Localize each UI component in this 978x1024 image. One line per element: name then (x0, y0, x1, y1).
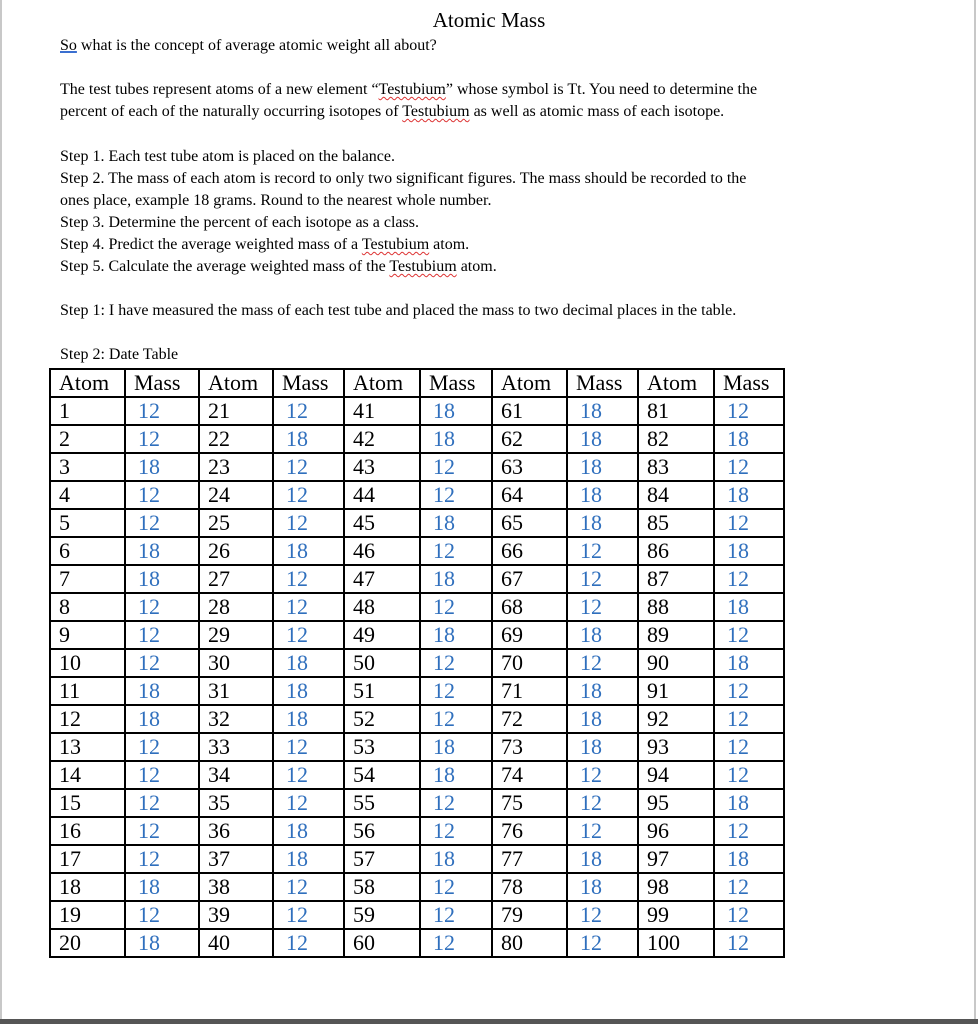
atom-number-cell: 74 (492, 761, 567, 789)
table-row (50, 873, 784, 901)
atom-number-cell: 27 (199, 565, 273, 593)
table-body (50, 397, 784, 957)
atom-number-cell: 79 (492, 901, 567, 929)
mass-value-cell: 18 (714, 537, 784, 565)
mass-value-cell: 12 (125, 649, 199, 677)
table-row (50, 929, 784, 957)
atom-number-cell: 26 (199, 537, 273, 565)
atom-number-cell: 17 (50, 845, 125, 873)
table-row (50, 397, 784, 425)
atom-number-cell: 60 (344, 929, 420, 957)
mass-value-cell: 12 (567, 901, 638, 929)
mass-value-cell: 12 (420, 649, 492, 677)
atom-number-cell: 44 (344, 481, 420, 509)
atom-number-cell: 98 (638, 873, 714, 901)
mass-value-cell: 12 (273, 761, 344, 789)
mass-value-cell: 18 (714, 845, 784, 873)
table-row (50, 593, 784, 621)
mass-value-cell: 12 (125, 817, 199, 845)
table-row (50, 677, 784, 705)
mass-value-cell: 18 (273, 425, 344, 453)
atom-number-cell: 20 (50, 929, 125, 957)
mass-value-cell: 18 (567, 397, 638, 425)
atom-number-cell: 72 (492, 705, 567, 733)
step-text: Step 5. Calculate the average weighted mass of the (60, 258, 390, 275)
atom-number-cell: 9 (50, 621, 125, 649)
atom-number-cell: 57 (344, 845, 420, 873)
column-header-atom: Atom (492, 369, 567, 397)
mass-value-cell: 18 (420, 761, 492, 789)
atom-number-cell: 64 (492, 481, 567, 509)
mass-value-cell: 12 (567, 789, 638, 817)
mass-value-cell: 18 (567, 677, 638, 705)
mass-value-cell: 12 (125, 761, 199, 789)
atom-number-cell: 90 (638, 649, 714, 677)
atom-number-cell: 82 (638, 425, 714, 453)
step-5-line (60, 256, 497, 278)
atom-number-cell: 66 (492, 537, 567, 565)
atom-number-cell: 41 (344, 397, 420, 425)
spellcheck-word: Testubium (361, 236, 430, 253)
step-text: atom. (456, 258, 497, 275)
mass-value-cell: 12 (420, 873, 492, 901)
mass-value-cell: 12 (125, 509, 199, 537)
atom-number-cell: 91 (638, 677, 714, 705)
table-caption: Step 2: Date Table (60, 346, 179, 363)
atom-number-cell: 78 (492, 873, 567, 901)
mass-value-cell: 12 (273, 873, 344, 901)
mass-value-cell: 18 (125, 705, 199, 733)
mass-value-cell: 12 (567, 593, 638, 621)
atom-number-cell: 99 (638, 901, 714, 929)
mass-value-cell: 12 (567, 929, 638, 957)
mass-value-cell: 18 (273, 649, 344, 677)
mass-value-cell: 18 (420, 845, 492, 873)
mass-value-cell: 12 (125, 481, 199, 509)
atom-number-cell: 73 (492, 733, 567, 761)
mass-value-cell: 12 (125, 425, 199, 453)
mass-value-cell: 18 (125, 453, 199, 481)
atom-number-cell: 28 (199, 593, 273, 621)
mass-value-cell: 12 (420, 453, 492, 481)
mass-value-cell: 12 (567, 537, 638, 565)
mass-value-cell: 18 (273, 537, 344, 565)
mass-value-cell: 18 (420, 425, 492, 453)
column-header-mass: Mass (420, 369, 492, 397)
atom-number-cell: 93 (638, 733, 714, 761)
mass-value-cell: 12 (567, 649, 638, 677)
mass-value-cell: 18 (567, 733, 638, 761)
question-text: what is the concept of average atomic weight all about? (76, 37, 437, 54)
step-4-line (60, 234, 469, 256)
atom-number-cell: 18 (50, 873, 125, 901)
mass-value-cell: 18 (567, 621, 638, 649)
mass-value-cell: 12 (125, 397, 199, 425)
atom-number-cell: 4 (50, 481, 125, 509)
atom-number-cell: 13 (50, 733, 125, 761)
mass-value-cell: 18 (567, 481, 638, 509)
atom-number-cell: 94 (638, 761, 714, 789)
mass-value-cell: 12 (420, 817, 492, 845)
atom-number-cell: 55 (344, 789, 420, 817)
mass-value-cell: 12 (273, 509, 344, 537)
mass-value-cell: 12 (125, 593, 199, 621)
atom-number-cell: 25 (199, 509, 273, 537)
atom-number-cell: 88 (638, 593, 714, 621)
mass-value-cell: 12 (714, 677, 784, 705)
atom-number-cell: 61 (492, 397, 567, 425)
mass-value-cell: 12 (273, 481, 344, 509)
mass-value-cell: 18 (125, 929, 199, 957)
mass-value-cell: 18 (420, 733, 492, 761)
atom-number-cell: 40 (199, 929, 273, 957)
mass-value-cell: 12 (714, 565, 784, 593)
atom-number-cell: 67 (492, 565, 567, 593)
atom-number-cell: 11 (50, 677, 125, 705)
column-header-atom: Atom (344, 369, 420, 397)
step-line: ones place, example 18 grams. Round to the nearest whole number. (60, 192, 492, 209)
atom-number-cell: 32 (199, 705, 273, 733)
atom-number-cell: 76 (492, 817, 567, 845)
atom-number-cell: 75 (492, 789, 567, 817)
mass-value-cell: 12 (420, 789, 492, 817)
atom-number-cell: 8 (50, 593, 125, 621)
step-text: Step 4. Predict the average weighted mass of a (60, 236, 362, 253)
mass-value-cell: 18 (714, 481, 784, 509)
atom-number-cell: 62 (492, 425, 567, 453)
mass-value-cell: 12 (125, 621, 199, 649)
atom-number-cell: 34 (199, 761, 273, 789)
mass-value-cell: 12 (714, 901, 784, 929)
table-row (50, 425, 784, 453)
atom-number-cell: 63 (492, 453, 567, 481)
column-header-atom: Atom (50, 369, 125, 397)
column-header-mass: Mass (273, 369, 344, 397)
atom-number-cell: 30 (199, 649, 273, 677)
atom-number-cell: 38 (199, 873, 273, 901)
mass-value-cell: 12 (273, 453, 344, 481)
window-bottom-edge (0, 1019, 978, 1024)
step-line: Step 2. The mass of each atom is record to only two significant figures. The mass should be recorded to the (60, 170, 747, 187)
atom-number-cell: 65 (492, 509, 567, 537)
mass-value-cell: 18 (714, 649, 784, 677)
atom-number-cell: 21 (199, 397, 273, 425)
mass-value-cell: 12 (567, 761, 638, 789)
atom-number-cell: 6 (50, 537, 125, 565)
mass-value-cell: 12 (420, 593, 492, 621)
question-line (60, 35, 437, 57)
table-row (50, 509, 784, 537)
table-row (50, 649, 784, 677)
mass-value-cell: 12 (420, 705, 492, 733)
mass-value-cell: 12 (714, 509, 784, 537)
atom-number-cell: 80 (492, 929, 567, 957)
atom-number-cell: 70 (492, 649, 567, 677)
atom-number-cell: 24 (199, 481, 273, 509)
mass-value-cell: 12 (273, 565, 344, 593)
atom-number-cell: 97 (638, 845, 714, 873)
atom-number-cell: 48 (344, 593, 420, 621)
spellcheck-word: Testubium (389, 258, 457, 275)
mass-value-cell: 12 (714, 761, 784, 789)
mass-value-cell: 12 (420, 677, 492, 705)
table-row (50, 761, 784, 789)
atom-number-cell: 7 (50, 565, 125, 593)
atom-number-cell: 36 (199, 817, 273, 845)
table-row (50, 845, 784, 873)
mass-value-cell: 12 (420, 929, 492, 957)
mass-value-cell: 12 (273, 593, 344, 621)
mass-value-cell: 12 (125, 901, 199, 929)
atom-number-cell: 15 (50, 789, 125, 817)
atom-number-cell: 49 (344, 621, 420, 649)
atom-number-cell: 50 (344, 649, 420, 677)
mass-value-cell: 12 (714, 929, 784, 957)
mass-value-cell: 12 (273, 621, 344, 649)
mass-value-cell: 18 (567, 425, 638, 453)
atom-number-cell: 89 (638, 621, 714, 649)
mass-value-cell: 18 (125, 537, 199, 565)
mass-value-cell: 12 (125, 733, 199, 761)
mass-value-cell: 18 (273, 705, 344, 733)
atom-number-cell: 95 (638, 789, 714, 817)
mass-value-cell: 12 (714, 733, 784, 761)
atom-number-cell: 14 (50, 761, 125, 789)
mass-value-cell: 12 (714, 873, 784, 901)
atom-number-cell: 58 (344, 873, 420, 901)
table-header-row (50, 369, 784, 397)
atom-number-cell: 77 (492, 845, 567, 873)
atom-number-cell: 10 (50, 649, 125, 677)
atom-number-cell: 59 (344, 901, 420, 929)
atom-number-cell: 52 (344, 705, 420, 733)
atom-number-cell: 54 (344, 761, 420, 789)
mass-value-cell: 12 (125, 845, 199, 873)
atom-number-cell: 69 (492, 621, 567, 649)
step-1-note: Step 1: I have measured the mass of each test tube and placed the mass to two decimal places in the table. (60, 302, 737, 319)
atom-number-cell: 33 (199, 733, 273, 761)
atom-number-cell: 23 (199, 453, 273, 481)
mass-value-cell: 18 (420, 397, 492, 425)
column-header-mass: Mass (714, 369, 784, 397)
atom-number-cell: 42 (344, 425, 420, 453)
atom-number-cell: 46 (344, 537, 420, 565)
column-header-mass: Mass (567, 369, 638, 397)
mass-value-cell: 18 (273, 677, 344, 705)
intro-text: as well as atomic mass of each isotope. (469, 103, 725, 120)
step-text: atom. (429, 236, 470, 253)
mass-value-cell: 18 (567, 453, 638, 481)
atom-number-cell: 51 (344, 677, 420, 705)
step-line: Step 3. Determine the percent of each isotope as a class. (60, 214, 419, 231)
atom-number-cell: 16 (50, 817, 125, 845)
table-row (50, 705, 784, 733)
mass-value-cell: 18 (714, 425, 784, 453)
atom-number-cell: 31 (199, 677, 273, 705)
mass-value-cell: 12 (714, 705, 784, 733)
atom-number-cell: 3 (50, 453, 125, 481)
table-row (50, 789, 784, 817)
atom-number-cell: 84 (638, 481, 714, 509)
mass-value-cell: 12 (714, 397, 784, 425)
mass-value-cell: 18 (567, 873, 638, 901)
atom-number-cell: 92 (638, 705, 714, 733)
column-header-atom: Atom (638, 369, 714, 397)
table-row (50, 901, 784, 929)
table-row (50, 481, 784, 509)
atom-number-cell: 43 (344, 453, 420, 481)
intro-line-2 (60, 101, 724, 123)
page-title: Atomic Mass (432, 8, 546, 32)
table-row (50, 565, 784, 593)
mass-value-cell: 18 (714, 593, 784, 621)
step-line: Step 1. Each test tube atom is placed on the balance. (60, 148, 395, 165)
atom-number-cell: 35 (199, 789, 273, 817)
atom-number-cell: 45 (344, 509, 420, 537)
mass-value-cell: 12 (714, 453, 784, 481)
mass-value-cell: 12 (420, 537, 492, 565)
intro-text: ” whose symbol is Tt. You need to determine the (445, 81, 758, 98)
intro-text: The test tubes represent atoms of a new element “ (60, 81, 379, 98)
mass-value-cell: 18 (273, 817, 344, 845)
column-header-atom: Atom (199, 369, 273, 397)
atom-number-cell: 1 (50, 397, 125, 425)
mass-value-cell: 18 (567, 705, 638, 733)
atom-number-cell: 83 (638, 453, 714, 481)
atom-number-cell: 56 (344, 817, 420, 845)
mass-value-cell: 18 (567, 509, 638, 537)
mass-value-cell: 18 (567, 845, 638, 873)
intro-line-1 (60, 79, 757, 101)
atom-number-cell: 5 (50, 509, 125, 537)
mass-value-cell: 18 (125, 873, 199, 901)
table-row (50, 537, 784, 565)
atom-number-cell: 29 (199, 621, 273, 649)
atom-number-cell: 47 (344, 565, 420, 593)
table-row (50, 453, 784, 481)
mass-value-cell: 18 (420, 565, 492, 593)
atom-number-cell: 68 (492, 593, 567, 621)
mass-value-cell: 12 (420, 901, 492, 929)
mass-value-cell: 12 (273, 397, 344, 425)
atom-number-cell: 81 (638, 397, 714, 425)
atom-number-cell: 96 (638, 817, 714, 845)
table-row (50, 621, 784, 649)
mass-value-cell: 12 (273, 901, 344, 929)
atom-number-cell: 22 (199, 425, 273, 453)
mass-value-cell: 12 (567, 565, 638, 593)
atom-number-cell: 12 (50, 705, 125, 733)
mass-value-cell: 12 (420, 481, 492, 509)
intro-text: percent of each of the naturally occurring isotopes of (60, 103, 403, 120)
mass-value-cell: 12 (714, 621, 784, 649)
atom-number-cell: 87 (638, 565, 714, 593)
mass-value-cell: 12 (273, 789, 344, 817)
atom-number-cell: 100 (638, 929, 714, 957)
atom-number-cell: 19 (50, 901, 125, 929)
mass-value-cell: 18 (420, 509, 492, 537)
atom-number-cell: 53 (344, 733, 420, 761)
question-prefix: So (60, 37, 77, 54)
data-table (49, 368, 785, 958)
mass-value-cell: 12 (714, 817, 784, 845)
mass-value-cell: 18 (420, 621, 492, 649)
mass-value-cell: 18 (125, 565, 199, 593)
atom-number-cell: 71 (492, 677, 567, 705)
spellcheck-word: Testubium (378, 81, 446, 98)
mass-value-cell: 12 (567, 817, 638, 845)
atom-number-cell: 39 (199, 901, 273, 929)
atom-number-cell: 37 (199, 845, 273, 873)
mass-value-cell: 12 (273, 929, 344, 957)
mass-value-cell: 12 (273, 733, 344, 761)
mass-value-cell: 18 (125, 677, 199, 705)
column-header-mass: Mass (125, 369, 199, 397)
mass-value-cell: 18 (273, 845, 344, 873)
table-row (50, 733, 784, 761)
mass-value-cell: 12 (125, 789, 199, 817)
spellcheck-word: Testubium (402, 103, 470, 120)
mass-value-cell: 18 (714, 789, 784, 817)
atom-number-cell: 86 (638, 537, 714, 565)
atom-number-cell: 2 (50, 425, 125, 453)
table-row (50, 817, 784, 845)
atom-number-cell: 85 (638, 509, 714, 537)
